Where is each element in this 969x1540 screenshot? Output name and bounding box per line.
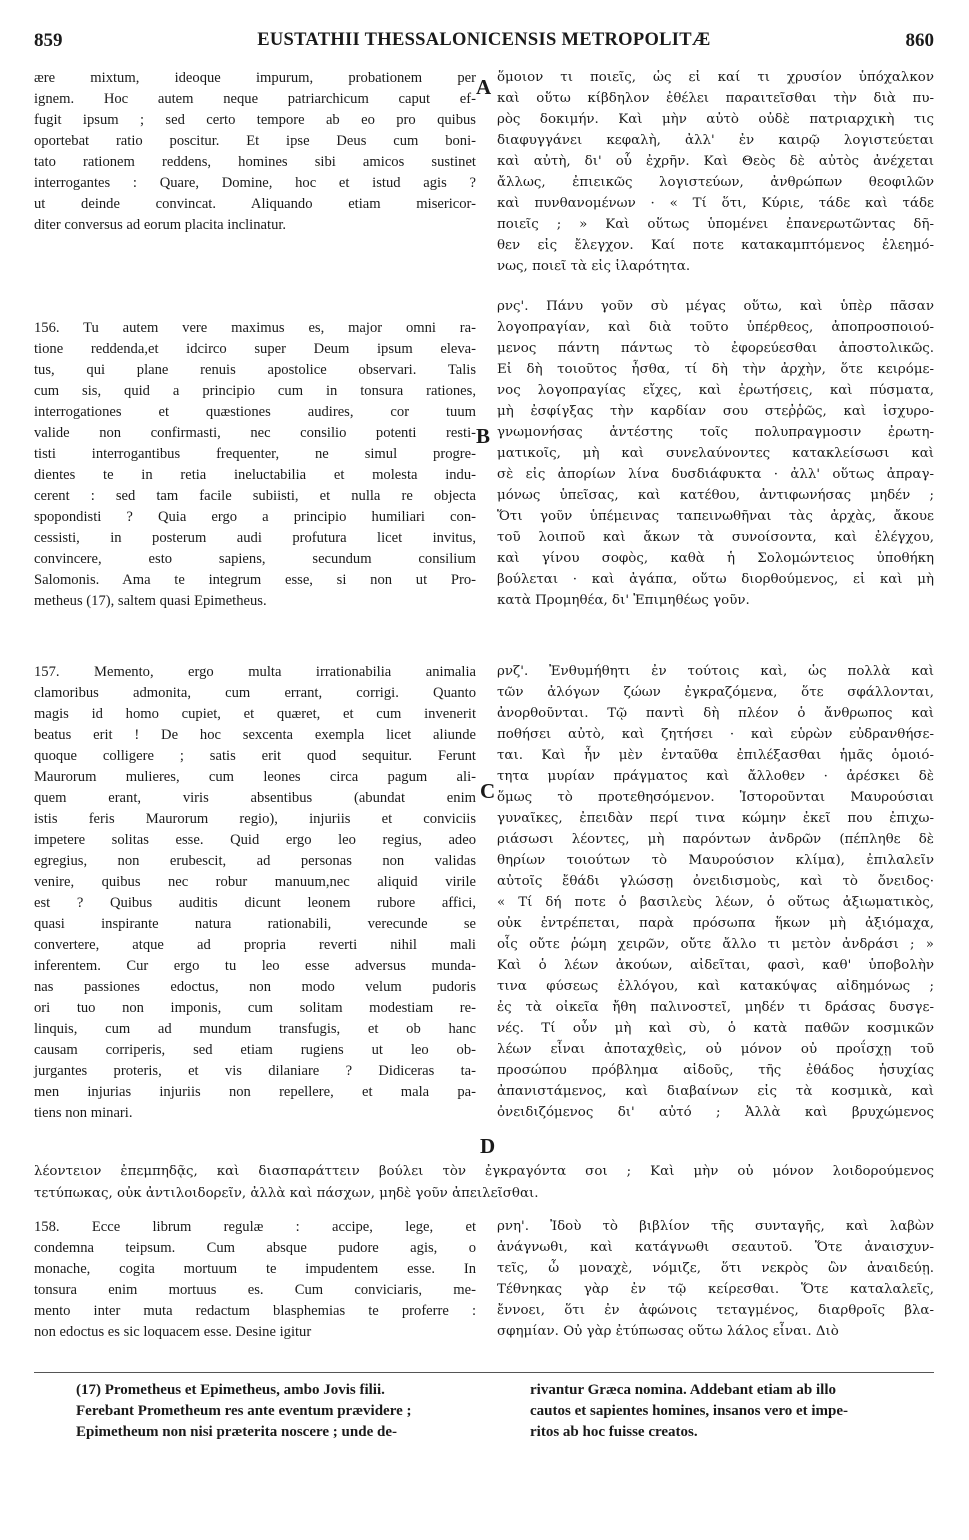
greek-line: προσώπου πρόβλημα αἰδοῦς, τῆς ἐθάδος ἡσυχίας	[497, 1063, 934, 1078]
greek-line: ἀνορθοῦνται. Τῷ παντὶ δὴ πλέον ὁ ἄνθρωπος καὶ	[497, 706, 934, 721]
greek-line: Εἰ δὴ τοιοῦτος ἦσθα, τί δὴ τὴν ἀρχὴν, ὅτε κειρόμε-	[497, 362, 934, 377]
latin-line: interrogantes : Quare, Domine, hoc et istud agis ?	[34, 175, 476, 191]
full-width-line: τετύπωκας, οὐκ ἀντιλοιδορεῖν, ἀλλὰ καὶ πάσχων, μηδὲ γοῦν ἀπειλεῖσθαι.	[34, 1186, 539, 1201]
greek-line: μὴ ἐσφίγξας τὴν καρδίαν σου στεῤῥῶς, καὶ ἰσχυρο-	[497, 404, 934, 419]
greek-line: καὶ οὕτω κίβδηλον ἐθέλει παραιτεῖσθαι τὴν διὰ πυ-	[497, 91, 934, 106]
latin-line: clamoribus admonita, cum errant, corrigi. Quanto	[34, 685, 476, 701]
greek-line: κατὰ Προμηθέα, δι' Ἐπιμηθέως γοῦν.	[497, 593, 750, 608]
greek-line: ὅμοιον τι ποιεῖς, ὡς εἰ καί τι χρυσίον ὑπόχαλκον	[497, 70, 934, 85]
greek-line: βούλεται · καὶ ἀγάπα, οὕτω διορθούμενος, εἰ καὶ μὴ	[497, 572, 934, 587]
latin-line: metheus (17), saltem quasi Epimetheus.	[34, 593, 267, 609]
greek-line: καὶ γίνου σοφὸς, καθὰ ἡ Σολομώντειος ὑποθήκη	[497, 551, 934, 566]
latin-line: valide non confirmasti, nec consilio potenti resti-	[34, 425, 476, 441]
latin-line: magis id homo cupiet, et quæret, et cum invenerit	[34, 706, 476, 722]
margin-marker-d: D	[480, 1134, 496, 1158]
greek-line: τινα φύσεως ἐλλόγου, καὶ κατακύψας αἰδημόνως ;	[497, 979, 934, 994]
latin-line: Maurorum mulieres, cum leones circa pagum ali-	[34, 769, 476, 785]
latin-line: convincere, esto sapiens, secundum consilium	[34, 551, 476, 567]
greek-line: ὅμως τὸ προτεθησόμενον. Ἱστοροῦνται Μαυρούσιαι	[497, 790, 934, 805]
latin-line: venire, quibus nec robur manuum,nec aliquid virile	[34, 874, 476, 890]
latin-line: tonsura enim mortuus es. Cum conviciaris, me-	[34, 1282, 476, 1298]
latin-line: condemna teipsum. Cum absque pudore agis, o	[34, 1240, 476, 1256]
greek-line: ὀνειδιζόμενος δι' αὐτό ; Ἀλλὰ καὶ βρυχώμενος	[497, 1105, 934, 1120]
greek-line: οἷς οὔτε ῥώμη χειρῶν, οὔτε ἄλλο τι μετὸν ἀνδράσι ; »	[497, 937, 934, 952]
greek-line: οὐκ ἐντρέπεται, παρὰ πρόσωπα ἥκων μὴ ἀξιόμαχα,	[497, 916, 934, 931]
greek-line: ται. Καὶ ἦν μὲν ἐνταῦθα ἐπιλέξασθαι ἡμᾶς ὁμοιό-	[497, 748, 934, 763]
page-number-left: 859	[34, 30, 63, 51]
latin-line: causam corriperis, sed etiam rugiens ut leo ob-	[34, 1042, 476, 1058]
greek-line: ρνη'. Ἰδοὺ τὸ βιβλίον τῆς συνταγῆς, καὶ λαβὼν	[497, 1219, 934, 1234]
greek-line: λογοπραγίαν, καὶ διὰ τοῦτο ὑπέρθεος, ἀποπροσποιού-	[497, 320, 934, 335]
latin-line: ut deinde convincat. Aliquando etiam misericor-	[34, 196, 476, 212]
greek-line: διαφυγγάνει κεφαλὴ, ἀλλ' ἐν καιρῷ λογιστεύεται	[497, 133, 934, 148]
latin-line: diter conversus ad eorum placita inclinatur.	[34, 217, 287, 233]
greek-line: Ὅτι γοῦν ὑπέμεινας ταπεινωθῆναι τὰς ἀρχὰς, ἄκουε	[497, 509, 934, 524]
full-width-line: λέοντειον ἐπεμπηδᾷς, καὶ διασπαράττειν βούλει τὸν ἐγκραγόντα σοι ; Καὶ μὴν οὐ μόνον λοιδορούμενος	[34, 1164, 934, 1179]
greek-line: γυναῖκες, ἐπειδὰν περί τινα κώμην ἐκεῖ που ἐπιχω-	[497, 811, 934, 826]
latin-line: tato rationem reddens, homines sibi amicos sustinet	[34, 154, 476, 170]
greek-line: σφημίαν. Οὐ γὰρ ἐτύπωσας οὕτω λάλος εἶναι. Διὸ	[497, 1324, 839, 1339]
latin-line: tisti interrogantibus frequenter, ne simul progre-	[34, 446, 476, 462]
greek-line: τεῖς, ὦ μοναχὲ, νόμιζε, ὅτι νεκρὸς ὢν ἀναιδεύῃ.	[497, 1261, 934, 1276]
latin-line: mento inter muta redactum blasphemias te proferre :	[34, 1303, 476, 1319]
latin-line: convertere, atque ad propria reverti nihil mali	[34, 937, 476, 953]
latin-line: ori tuo non imponis, cum solitam modestiam re-	[34, 1000, 476, 1016]
footnote-rule	[34, 1372, 934, 1373]
greek-line: ρνζ'. Ἐνθυμήθητι ἐν τούτοις καὶ, ὡς πολλὰ καὶ	[497, 664, 934, 679]
latin-line: istis feris Maurorum regio), injuriis et conviciis	[34, 811, 476, 827]
latin-line: 156. Tu autem vere maximus es, major omni ra-	[34, 320, 476, 336]
greek-line: τοῦ λοιποῦ καὶ ἄκων τὰ συνοίσοντα, καὶ ἐλέγχου,	[497, 530, 934, 545]
footnote-line: Epimetheum non nisi præterita noscere ; unde de-	[76, 1424, 397, 1440]
greek-line: αὐτοῖς ἔθάδι γλώσσῃ ὀνειδισμοὺς, καὶ τὸ ὄνειδος·	[497, 874, 934, 889]
greek-line: ἔννοει, ὅτι ἐν ἀφώνοις τεταγμένος, διαρθροῖς βλα-	[497, 1303, 934, 1318]
greek-line: ἀνάγνωθι, καὶ κατάγνωθι σεαυτοῦ. Ὅτε ἀναισχυν-	[497, 1240, 934, 1255]
footnote-line: (17) Prometheus et Epimetheus, ambo Jovis filii.	[76, 1382, 385, 1398]
footnote-line: ritos ab hoc fuisse creatos.	[530, 1424, 698, 1440]
latin-line: fugit ipsum ; sed certo tempore ab eo pro quibus	[34, 112, 476, 128]
latin-line: non edoctus es sic loquacem esse. Desine igitur	[34, 1324, 312, 1340]
footnote-line: Ferebant Prometheum res ante eventum prævidere ;	[76, 1403, 412, 1419]
latin-line: nas passiones edoctus, non modo velum pudoris	[34, 979, 476, 995]
greek-line: ποιεῖς ; » Καὶ οὕτως ὑπομένει ἐπανερωτῶντας δῆ-	[497, 217, 934, 232]
greek-line: καὶ πυνθανομένων · « Τί ὅτι, Κύριε, τάδε καὶ τάδε	[497, 196, 934, 211]
greek-line: ἐς τὰ οἰκεῖα ἤθη παλινοστεῖ, μηδέν τι δράσας δυσγε-	[497, 1000, 934, 1015]
greek-line: ριάσωσι λέοντες, μὴ παρόντων ἀνδρῶν (πέπληθε δὲ	[497, 832, 934, 847]
latin-line: tus, qui plane renuis apostolice observari. Talis	[34, 362, 476, 378]
footnote-line: rivantur Græca nomina. Addebant etiam ab illo	[530, 1382, 836, 1398]
latin-line: egregius, non erubescit, ad personas non validas	[34, 853, 476, 869]
greek-line: νές. Τί οὖν μὴ καὶ σὺ, ὁ κατὰ παθῶν κοσμικῶν	[497, 1021, 934, 1036]
latin-line: oportebat ratio poscitur. Et ipse Deus cum boni-	[34, 133, 476, 149]
greek-line: ἀπανιστάμενος, καὶ διαβαίνων εἰς τὰ κοσμικὰ, καὶ	[497, 1084, 934, 1099]
greek-line: τητα μυρίαν πράγματος καὶ ἄλλοθεν · ἀρέσκει δὲ	[497, 769, 934, 784]
latin-line: cessisti, in posterum audi profutura licet invitus,	[34, 530, 476, 546]
latin-line: ignem. Hoc autem neque patriarchicum caput ef-	[34, 91, 476, 107]
running-header	[34, 30, 934, 56]
latin-line: tiens non minari.	[34, 1105, 133, 1121]
greek-line: μόνως ὑπεῖσας, καὶ κατέθου, ἀντιφωνήσας μηδέν ;	[497, 488, 934, 503]
latin-line: interrogationes et quæstiones audires, cor tuum	[34, 404, 476, 420]
margin-marker-b: B	[476, 424, 491, 448]
page-number-right: 860	[905, 30, 934, 51]
latin-line: cum sis, quid a principio cum in tonsura rationes,	[34, 383, 476, 399]
latin-line: quasi inspirante natura rationabili, verecunde se	[34, 916, 476, 932]
greek-line: ρνς'. Πάνυ γοῦν σὺ μέγας οὕτω, καὶ ὑπὲρ πᾶσαν	[497, 299, 934, 314]
latin-line: quem erant, viris absentibus (abundat enim	[34, 790, 476, 806]
latin-line: inferentem. Cur ergo tu leo esse adversus munda-	[34, 958, 476, 974]
latin-line: ære mixtum, ideoque impurum, probationem per	[34, 70, 476, 86]
greek-line: τῶν ἀλόγων ζώων ἐγκραζόμενα, ὅτε σφάλλονται,	[497, 685, 934, 700]
latin-line: men injurias injuriis non repellere, et mala pa-	[34, 1084, 476, 1100]
latin-line: est ? Quibus auditis dicunt leonem rubore affici,	[34, 895, 476, 911]
latin-line: quoque colligere ; satis erit quod sequitur. Ferunt	[34, 748, 476, 764]
greek-line: ἄλλως, ἐπιεικῶς λογιστεύων, ἀνθρώπων θεοφιλῶν	[497, 175, 934, 190]
greek-line: θηρίων τοιούτων τὸ Μαυρούσιον κλίμα), ἐπιλαλεῖν	[497, 853, 934, 868]
greek-line: θεν εἰς ἔλεγχον. Καί ποτε κατακαμπτόμενος ἐλεημό-	[497, 238, 934, 253]
footnote-line: cautos et sapientes homines, insanos vero et impe-	[530, 1403, 849, 1419]
latin-line: Salomonis. Ama te integrum esse, si non ut Pro-	[34, 572, 476, 588]
greek-line: « Τί δή ποτε ὁ βασιλεὺς λέων, ὁ οὕτως ἀξιωματικὸς,	[497, 895, 934, 910]
greek-line: ποθήσει αὐτὸ, καὶ ζητήσει · καὶ εὑρὼν εὐδρανθήσε-	[497, 727, 934, 742]
greek-line: νος λογοπραγίας εἴχες, καὶ ἐρωτήσεις, καὶ πύσματα,	[497, 383, 934, 398]
latin-line: monache, cogita mortuum te impudentem esse. In	[34, 1261, 476, 1277]
greek-line: Τέθνηκας γὰρ ἐν τῷ κείρεσθαι. Ὅτε καταλαλεῖς,	[497, 1282, 934, 1297]
greek-line: ρὸς δοκιμήν. Καὶ μὴν αὐτὸ οὐδὲ πατριαρχικὴ τις	[497, 112, 934, 127]
latin-line: 158. Ecce librum regulæ : accipe, lege, et	[34, 1219, 476, 1235]
latin-line: spopondisti ? Quia ergo a principio humiliari con-	[34, 509, 476, 525]
greek-line: Καὶ ὁ λέων ἀκούων, αἰδεῖται, φασὶ, καθ' ὑποβολὴν	[497, 958, 934, 973]
latin-line: beatus erit ! De hoc sexcenta exempla licet aliunde	[34, 727, 476, 743]
latin-line: dientes te in retia ineluctabilia et molesta indu-	[34, 467, 476, 483]
latin-line: tione reddenda,et idcirco super Deum ipsum eleva-	[34, 341, 476, 357]
greek-line: νως, ποιεῖ τὰ εἰς ἱλαρότητα.	[497, 259, 691, 274]
latin-line: cerent : sed tam facile subiisti, et nulla re objecta	[34, 488, 476, 504]
latin-line: impetere solitas esse. Quid ergo leo regius, adeo	[34, 832, 476, 848]
greek-line: ματικοῖς, μὴ καὶ συνελαύνοντες κατακλείσωσι καὶ	[497, 446, 934, 461]
latin-line: linquis, cum ad mundum transfugis, et ob hanc	[34, 1021, 476, 1037]
greek-line: καὶ αὐτὴ, δι' οὗ ἐχρῆν. Καὶ Θεὸς δὲ αὐτὸς ἀνέχεται	[497, 154, 934, 169]
greek-line: λέων εἶναι ἀποταχθεὶς, οὐ μόνον οὐ προΐσχῃ τοῦ	[497, 1042, 934, 1057]
running-title: EUSTATHII THESSALONICENSIS METROPOLITÆ	[257, 30, 711, 50]
greek-line: σὲ εἰς ἀπορίων λίνα δυσδιάφυκτα · ἀλλ' οὕτως ἀπραγ-	[497, 467, 934, 482]
margin-marker-c: C	[480, 779, 496, 803]
latin-line: 157. Memento, ergo multa irrationabilia animalia	[34, 664, 476, 680]
greek-line: μενος πάντη πάντως τὸ ἐφορεύεσθαι ἀποστολικῶς.	[497, 341, 934, 356]
margin-marker-a: A	[476, 75, 492, 99]
greek-line: γνωμονήσας ἀντέστης τοῖς πολυπραγμοσιν ἐρωτη-	[497, 425, 934, 440]
latin-line: jurgantes proteris, et vis dilaniare ? Didiceras ta-	[34, 1063, 476, 1079]
